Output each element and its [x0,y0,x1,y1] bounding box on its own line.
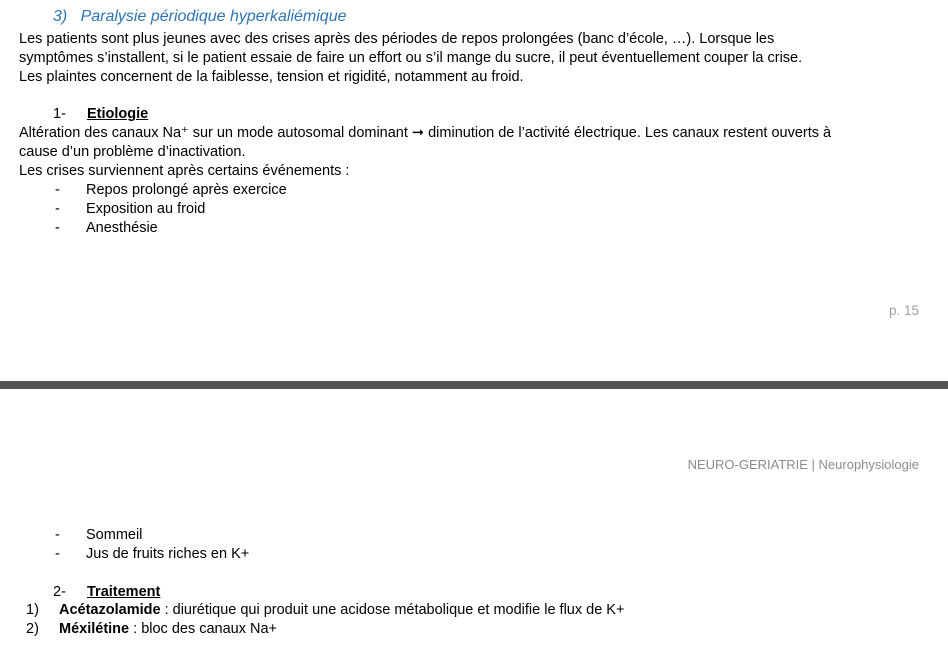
dash-bullet: - [55,220,60,236]
treatment-item-text [59,620,277,639]
dash-bullet: - [55,201,60,217]
list-item-text: Repos prolongé après exercice [86,182,287,198]
section-title: 3) Paralysie périodique hyperkaliémique [53,8,347,25]
page-number: p. 15 [888,303,919,318]
dash-bullet: - [55,182,60,198]
etiology-line-3: Les crises surviennent après certains événements : [19,163,350,179]
page-separator [0,381,948,389]
drug-description: : diurétique qui produit une acidose métabolique et modifie le flux de K+ [160,602,625,618]
treatment-heading [53,583,160,602]
list-item-text: Exposition au froid [86,201,206,217]
list-item-text: Sommeil [86,527,143,543]
drug-name: Acétazolamide [59,602,161,618]
list-item [55,545,355,564]
intro-line-3: Les plaintes concernent de la faiblesse, tension et rigidité, notamment au froid. [19,69,524,85]
etiology-line-1: Altération des canaux Na⁺ sur un mode autosomal dominant ➞ diminution de l’activité électrique. Les canaux restent ouverts à [19,125,832,141]
list-item-text: Anesthésie [86,220,158,236]
list-item [55,200,355,219]
etiology-line-2: cause d’un problème d’inactivation. [19,144,246,160]
drug-description: : bloc des canaux Na+ [129,621,278,637]
treatment-title: Traitement [87,584,161,600]
dash-bullet: - [55,546,60,562]
list-item [55,219,355,238]
list-item [55,181,355,200]
treatment-item-text [59,601,624,620]
treatment-item-number: 1) [26,602,39,618]
etiology-number: 1- [53,106,66,122]
list-item [55,526,355,545]
treatment-item [26,620,826,639]
dash-bullet: - [55,527,60,543]
list-item-text: Jus de fruits riches en K+ [86,546,250,562]
running-header: NEURO-GERIATRIE | Neurophysiologie [687,457,919,472]
treatment-item [26,601,826,620]
intro-line-2: symptômes s’installent, si le patient essaie de faire un effort ou s’il mange du sucre, il peut éventuellement couper la crise. [19,50,803,66]
etiology-heading [53,105,148,124]
treatment-item-number: 2) [26,621,39,637]
etiology-title: Etiologie [87,106,149,122]
intro-line-1: Les patients sont plus jeunes avec des crises après des périodes de repos prolongées (banc d’école, …). Lorsque les [19,31,775,47]
drug-name: Méxilétine [59,621,130,637]
treatment-number: 2- [53,584,66,600]
